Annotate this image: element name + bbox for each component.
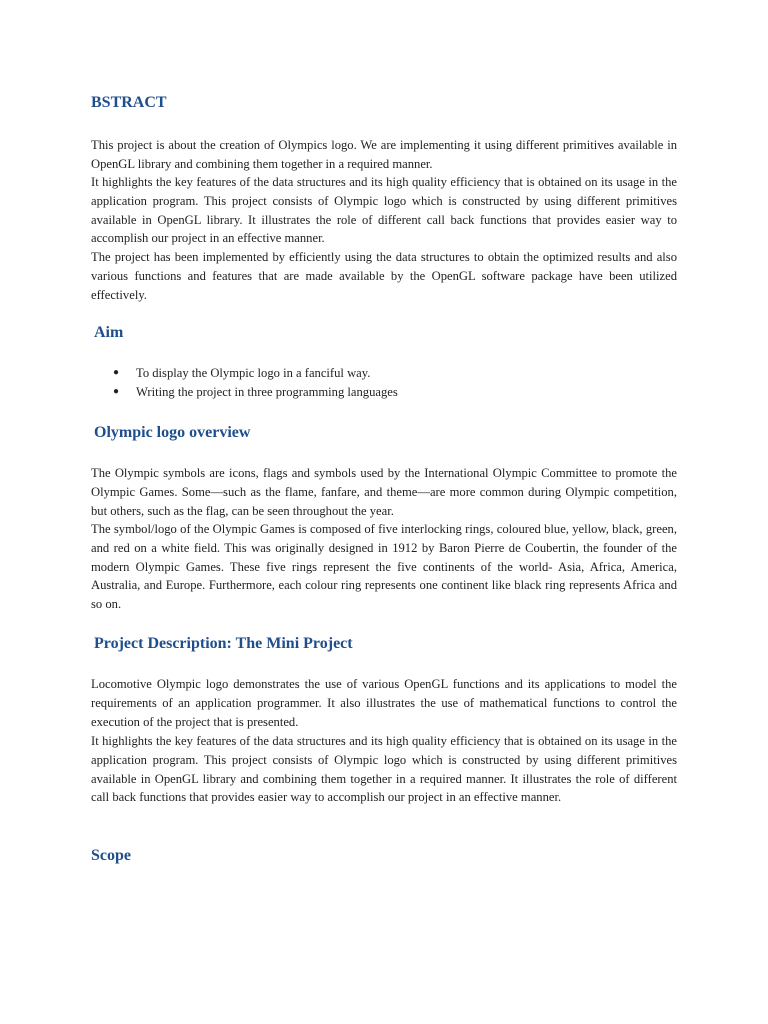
overview-paragraph-2: The symbol/logo of the Olympic Games is composed of five interlocking rings, coloured blue, yellow, black, green, and red on a white field. This was originally designed in 1912 by Baron Pierre de Coubertin, the founder of the modern Olympic Games. These five rings represent the five continents of the world- Asia, Africa, America, Australia, and Europe. Furthermore, each colour ring represents one continent like black ring represents Africa and so on. <box>91 522 677 612</box>
aim-list <box>91 364 677 402</box>
scope-heading: Scope <box>91 847 131 864</box>
project-paragraph-1: Locomotive Olympic logo demonstrates the use of various OpenGL functions and its applications to model the requirements of an application programmer. It also illustrates the use of mathematical functions to control the execution of the project that is presented. <box>91 677 677 729</box>
aim-item-text: To display the Olympic logo in a fanciful way. <box>136 366 371 380</box>
abstract-paragraph-3: The project has been implemented by efficiently using the data structures to obtain the optimized results and also various functions and features that are made available by the OpenGL software package have been utilized effectively. <box>91 250 677 302</box>
bullet-icon: ● <box>113 367 120 378</box>
project-paragraph-2: It highlights the key features of the data structures and its high quality efficiency that is obtained on its usage in the application program. This project consists of Olympic logo which is constructed by using different primitives available in OpenGL library and combining them together in a required manner. It illustrates the role of different call back functions that provides easier way to accomplish our project in an effective manner. <box>91 734 677 805</box>
abstract-paragraph-1: This project is about the creation of Olympics logo. We are implementing it using different primitives available in OpenGL library and combining them together in a required manner. <box>91 138 677 171</box>
overview-paragraph-1: The Olympic symbols are icons, flags and symbols used by the International Olympic Committee to promote the Olympic Games. Some—such as the flame, fanfare, and theme—are more common during Olympic competition, but others, such as the flag, can be seen throughout the year. <box>91 466 677 518</box>
list-item <box>91 383 677 402</box>
overview-heading: Olympic logo overview <box>94 424 251 441</box>
aim-heading: Aim <box>94 324 124 341</box>
abstract-heading: BSTRACT <box>91 94 167 111</box>
aim-item-text: Writing the project in three programming languages <box>136 384 398 399</box>
bullet-icon: ● <box>113 385 120 397</box>
abstract-paragraph-2: It highlights the key features of the data structures and its high quality efficiency that is obtained on its usage in the application program. This project consists of Olympic logo which is constructed by using different primitives available in OpenGL library. It illustrates the role of different call back functions that provides easier way to accomplish our project in an effective manner. <box>91 175 677 246</box>
list-item <box>91 364 677 383</box>
project-heading: Project Description: The Mini Project <box>94 635 353 652</box>
